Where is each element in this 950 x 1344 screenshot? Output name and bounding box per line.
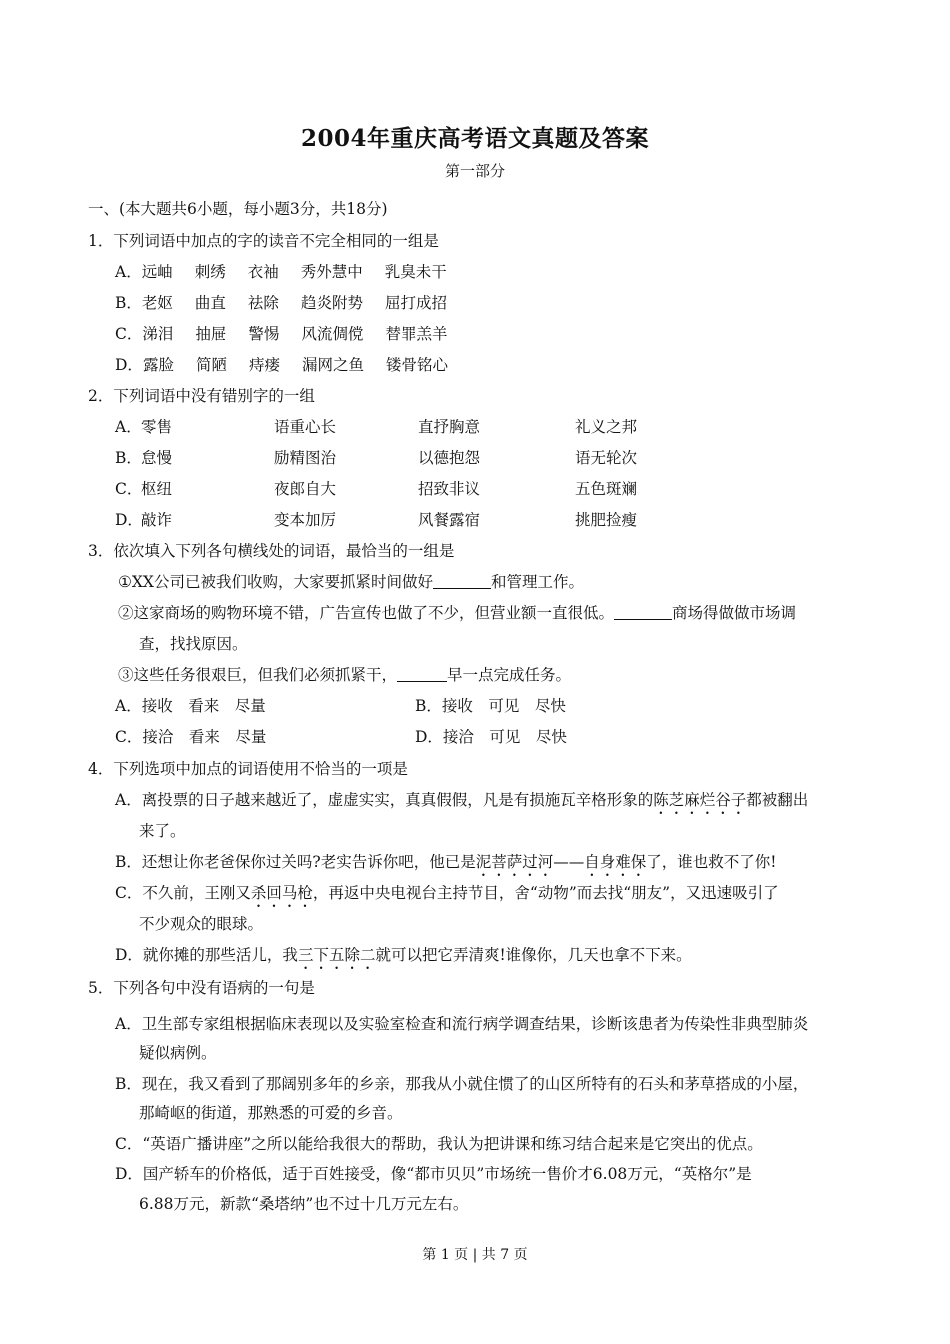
q2-d-word: 变本加厉 — [274, 511, 337, 529]
q2-b-word: 语无轮次 — [575, 449, 638, 467]
dotted-phrase: 三下五除二 — [297, 946, 376, 964]
q2-a-label: A． — [115, 418, 142, 436]
word: 秀外慧中 — [300, 263, 363, 281]
dotted-phrase: 自身难保 — [584, 853, 647, 871]
q5-stem: 5．下列各句中没有语病的一句是 — [88, 979, 315, 997]
q4-option-b — [115, 850, 776, 880]
q3-sentence-1 — [118, 570, 584, 592]
word: 简陋 — [195, 356, 227, 374]
q3-sentence-2-cont: 查，找找原因。 — [139, 635, 248, 653]
word: 镂骨铭心 — [386, 356, 449, 374]
q2-c-label: C． — [115, 480, 143, 498]
word: 趋炎附势 — [300, 294, 363, 312]
q2-d-word: 敲诈 — [141, 511, 173, 529]
section-heading: 一、(本大题共6小题，每小题3分，共18分) — [88, 200, 388, 218]
word: 屈打成招 — [384, 294, 447, 312]
q2-a-word: 零售 — [141, 418, 173, 436]
word: 祛除 — [247, 294, 279, 312]
word: 刺绣 — [194, 263, 226, 281]
q1-option-d — [115, 353, 470, 375]
option-label: C． — [115, 325, 143, 343]
fill-blank — [614, 605, 672, 620]
option-label: D． — [115, 356, 143, 374]
text: A．离投票的日子越来越近了，虚虚实实，真真假假，凡是有损施瓦辛格形象的 — [115, 791, 654, 809]
q1-option-c — [115, 322, 469, 344]
page-title: 2004年重庆高考语文真题及答案 — [300, 125, 649, 152]
q5-option-b: B．现在，我又看到了那阔别多年的乡亲，那我从小就住惯了的山区所特有的石头和茅草搭成的小屋， — [115, 1075, 809, 1093]
q2-c-word: 五色斑斓 — [575, 480, 638, 498]
fill-blank — [397, 667, 447, 682]
fill-blank — [433, 574, 491, 589]
q3-option-a: A．接收 看来 尽量 — [115, 697, 266, 715]
q1-option-a — [115, 260, 469, 282]
text: 就可以把它弄清爽!谁像你，几天也拿不下来。 — [375, 946, 692, 964]
word: 涕泪 — [142, 325, 174, 343]
q1-stem: 1．下列词语中加点的字的读音不完全相同的一组是 — [88, 232, 439, 250]
word: 痔瘘 — [248, 356, 280, 374]
q2-b-word: 励精图治 — [274, 449, 337, 467]
q3-option-b: B．接收 可见 尽快 — [415, 697, 566, 715]
q2-a-word: 直抒胸意 — [418, 418, 481, 436]
q5-option-a-cont: 疑似病例。 — [139, 1044, 217, 1062]
word: 风流倜傥 — [301, 325, 364, 343]
q2-stem: 2．下列词语中没有错别字的一组 — [88, 387, 315, 405]
word: 乳臭未干 — [384, 263, 447, 281]
q2-c-word: 枢纽 — [141, 480, 173, 498]
word: 替罪羔羊 — [385, 325, 448, 343]
text: 了，谁也救不了你! — [646, 853, 777, 871]
text: 商场得做做市场调 — [672, 604, 797, 622]
q4-option-c-cont: 不少观众的眼球。 — [139, 915, 264, 933]
part-heading: 第一部分 — [444, 162, 505, 180]
text: 早一点完成任务。 — [447, 666, 572, 684]
dotted-phrase: 泥菩萨过河 — [475, 853, 554, 871]
q3-sentence-2 — [118, 601, 796, 623]
option-label: B． — [115, 294, 142, 312]
q5-option-d: D．国产轿车的价格低，适于百姓接受，像“都市贝贝”市场统一售价才6.08万元，“英格尔”是 — [115, 1165, 752, 1183]
q4-option-d — [115, 943, 692, 973]
word: 曲直 — [194, 294, 226, 312]
q5-option-b-cont: 那崎岖的街道，那熟悉的可爱的乡音。 — [139, 1104, 403, 1122]
q2-a-word: 语重心长 — [274, 418, 337, 436]
text: 都被翻出 — [746, 791, 809, 809]
q5-option-d-cont: 6.88万元，新款“桑塔纳”也不过十几万元左右。 — [139, 1195, 469, 1213]
word: 漏网之鱼 — [301, 356, 364, 374]
q4-option-c — [115, 881, 779, 911]
text: ，再返中央电视台主持节目，舍“动物”而去找“朋友”，又迅速吸引了 — [312, 884, 779, 902]
q3-sentence-3 — [118, 663, 571, 685]
word: 远岫 — [141, 263, 173, 281]
word: 衣袖 — [247, 263, 279, 281]
word: 警惕 — [248, 325, 280, 343]
text: B．还想让你老爸保你过关吗?老实告诉你吧，他已是 — [115, 853, 476, 871]
word: 抽屉 — [195, 325, 227, 343]
q2-d-word: 风餐露宿 — [418, 511, 481, 529]
q2-a-word: 礼义之邦 — [575, 418, 638, 436]
q1-option-b — [115, 291, 469, 313]
q2-d-label: D． — [115, 511, 143, 529]
word: 老妪 — [141, 294, 173, 312]
q2-b-word: 怠慢 — [141, 449, 173, 467]
text: —— — [553, 853, 585, 871]
q3-option-c: C．接洽 看来 尽量 — [115, 728, 267, 746]
option-label: A． — [115, 263, 142, 281]
q2-c-word: 夜郎自大 — [274, 480, 337, 498]
text: 和管理工作。 — [490, 573, 584, 591]
q2-d-word: 挑肥捡瘦 — [575, 511, 638, 529]
q2-b-label: B． — [115, 449, 142, 467]
q4-option-a — [115, 788, 808, 818]
q5-option-a: A．卫生部专家组根据临床表现以及实验室检查和流行病学调查结果，诊断该患者为传染性非典型肺炎 — [115, 1015, 809, 1033]
text: C．不久前，王刚又 — [115, 884, 251, 902]
text: D．就你摊的那些活儿，我 — [115, 946, 298, 964]
text: ①XX公司已被我们收购，大家要抓紧时间做好 — [118, 573, 433, 591]
q3-stem: 3．依次填入下列各句横线处的词语，最恰当的一组是 — [88, 542, 455, 560]
dotted-phrase: 陈芝麻烂谷子 — [653, 791, 747, 809]
q2-c-word: 招致非议 — [418, 480, 481, 498]
q4-stem: 4．下列选项中加点的词语使用不恰当的一项是 — [88, 760, 408, 778]
text: ②这家商场的购物环境不错，广告宣传也做了不少，但营业额一直很低。 — [118, 604, 615, 622]
q2-b-word: 以德抱怨 — [418, 449, 481, 467]
dotted-phrase: 杀回马枪 — [250, 884, 313, 902]
q3-option-d: D．接洽 可见 尽快 — [415, 728, 567, 746]
text: ③这些任务很艰巨，但我们必须抓紧干， — [118, 666, 398, 684]
q4-option-a-cont: 来了。 — [139, 822, 186, 840]
page-footer: 第 1 页 | 共 7 页 — [422, 1247, 528, 1263]
q5-option-c: C．“英语广播讲座”之所以能给我很大的帮助，我认为把讲课和练习结合起来是它突出的优点。 — [115, 1135, 763, 1153]
word: 露脸 — [142, 356, 174, 374]
